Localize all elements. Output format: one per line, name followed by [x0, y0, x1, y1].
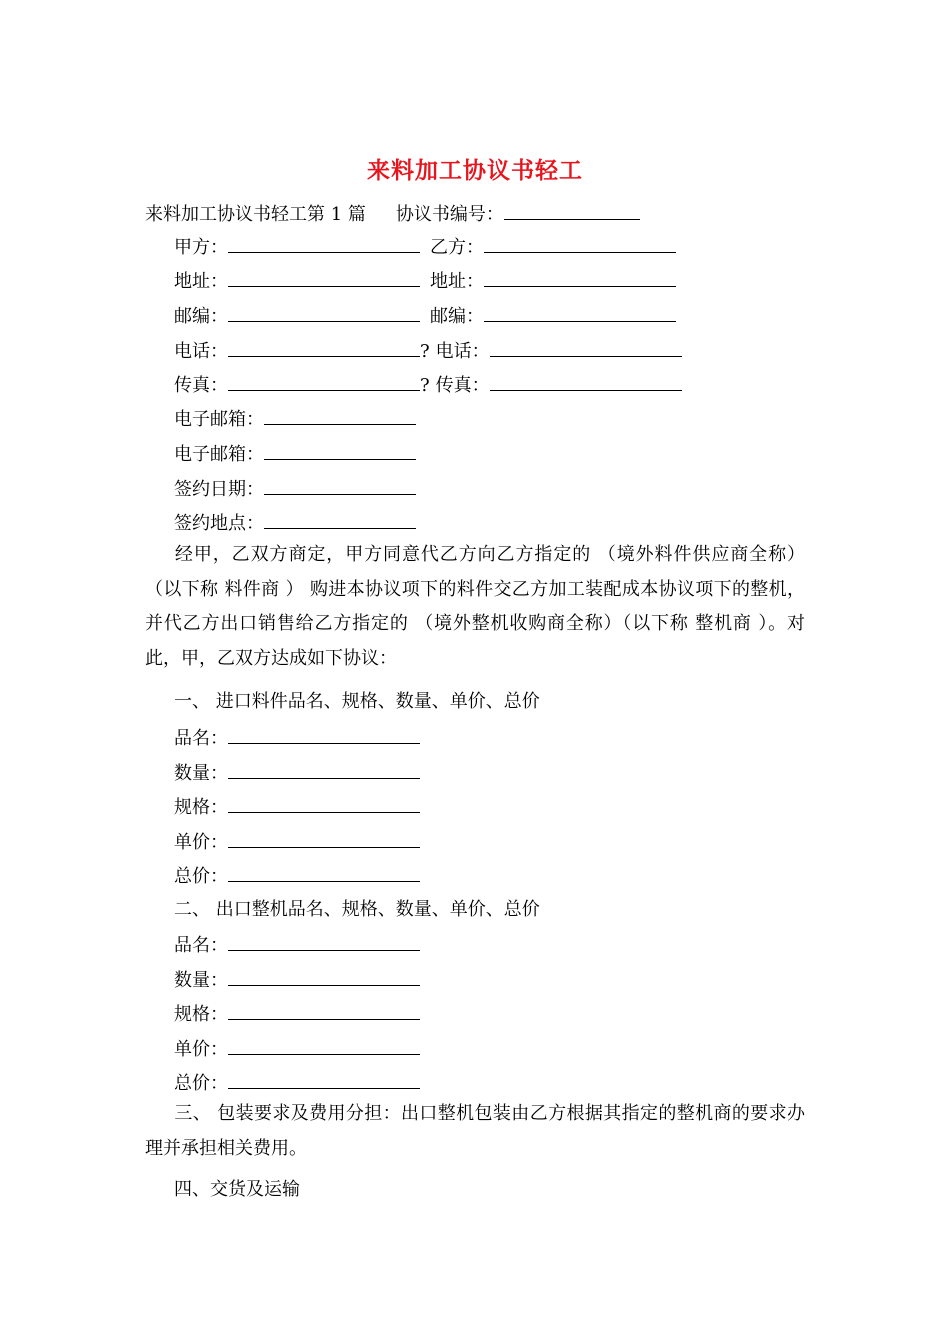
party-a-address-label: 地址：	[174, 271, 228, 292]
s2-field-label: 数量：	[174, 970, 228, 991]
document-title: 来料加工协议书轻工	[367, 157, 583, 184]
party-row-fax	[174, 372, 682, 396]
party-row-address	[174, 268, 676, 292]
email-row	[174, 441, 416, 465]
party-a-postcode-blank	[228, 303, 420, 322]
section-3-text: 三、 包装要求及费用分担：出口整机包装由乙方根据其指定的整机商的要求办理并承担相关费用。	[145, 1103, 805, 1159]
email-label: 电子邮箱：	[174, 409, 264, 430]
section-3-paragraph	[145, 1097, 805, 1166]
party-b-phone-blank	[490, 338, 682, 357]
party-b-phone-label: 电话：	[435, 341, 490, 362]
s1-field-blank	[228, 760, 420, 779]
party-a-name-blank	[228, 234, 420, 253]
section-4-heading: 四、交货及运输	[174, 1179, 300, 1200]
s2-field-blank	[228, 932, 420, 951]
s1-field-row	[174, 760, 420, 784]
s1-field-label: 品名：	[174, 728, 228, 749]
party-b-postcode-label: 邮编：	[430, 306, 484, 327]
email-label: 电子邮箱：	[174, 444, 264, 465]
party-row-phone	[174, 338, 682, 362]
fax-separator: ?	[420, 375, 430, 396]
party-b-name-blank	[484, 234, 676, 253]
party-a-phone-label: 电话：	[174, 341, 228, 362]
sign-date-blank	[264, 476, 416, 495]
s1-field-label: 单价：	[174, 832, 228, 853]
s2-field-blank	[228, 1070, 420, 1089]
s2-field-row	[174, 1070, 420, 1094]
s2-field-blank	[228, 1001, 420, 1020]
email-row	[174, 406, 416, 430]
party-a-fax-label: 传真：	[174, 375, 228, 396]
sign-place-label: 签约地点：	[174, 513, 264, 534]
section-2-heading: 二、 出口整机品名、规格、数量、单价、总价	[174, 899, 540, 920]
sign-place-row	[174, 510, 416, 534]
sign-date-label: 签约日期：	[174, 479, 264, 500]
s1-field-row	[174, 829, 420, 853]
s1-field-row	[174, 863, 420, 887]
s2-field-blank	[228, 967, 420, 986]
s2-field-label: 品名：	[174, 935, 228, 956]
s2-field-label: 规格：	[174, 1004, 228, 1025]
s1-field-blank	[228, 863, 420, 882]
party-b-fax-blank	[490, 372, 682, 391]
s1-field-row	[174, 794, 420, 818]
s2-field-row	[174, 967, 420, 991]
s2-field-label: 总价：	[174, 1073, 228, 1094]
section-1-heading: 一、 进口料件品名、规格、数量、单价、总价	[174, 691, 540, 712]
agreement-number-blank	[504, 201, 640, 220]
s1-field-row	[174, 725, 420, 749]
s1-field-blank	[228, 829, 420, 848]
phone-separator: ?	[420, 341, 430, 362]
sign-place-blank	[264, 510, 416, 529]
party-a-name-label: 甲方：	[174, 237, 228, 258]
party-a-phone-blank	[228, 338, 420, 357]
s1-field-blank	[228, 725, 420, 744]
party-b-name-label: 乙方：	[430, 237, 484, 258]
s2-field-row	[174, 932, 420, 956]
party-b-fax-label: 传真：	[435, 375, 490, 396]
s2-field-row	[174, 1036, 420, 1060]
party-a-address-blank	[228, 268, 420, 287]
party-b-postcode-blank	[484, 303, 676, 322]
intro-paragraph	[145, 538, 805, 676]
s1-field-blank	[228, 794, 420, 813]
party-b-address-label: 地址：	[430, 271, 484, 292]
agreement-number-label: 协议书编号：	[395, 204, 504, 225]
party-b-address-blank	[484, 268, 676, 287]
s2-field-row	[174, 1001, 420, 1025]
s1-field-label: 规格：	[174, 797, 228, 818]
s1-field-label: 总价：	[174, 866, 228, 887]
party-row-name	[174, 234, 676, 258]
party-a-postcode-label: 邮编：	[174, 306, 228, 327]
s2-field-label: 单价：	[174, 1039, 228, 1060]
sign-date-row	[174, 476, 416, 500]
party-row-postcode	[174, 303, 676, 327]
s1-field-label: 数量：	[174, 763, 228, 784]
intro-text: 经甲，乙双方商定，甲方同意代乙方向乙方指定的 （境外料件供应商全称） （以下称 料件商 ） 购进本协议项下的料件交乙方加工装配成本协议项下的整机，并代乙方出口销售给乙方指定的 （境外整机收购商全称）（以下称 整机商 ）。对此，甲，乙双方达成如下协议：	[145, 544, 805, 669]
email-blank	[264, 441, 416, 460]
party-a-fax-blank	[228, 372, 420, 391]
s2-field-blank	[228, 1036, 420, 1055]
header-line	[145, 201, 640, 225]
email-blank	[264, 406, 416, 425]
document-subtitle: 来料加工协议书轻工第 1 篇	[145, 204, 366, 225]
